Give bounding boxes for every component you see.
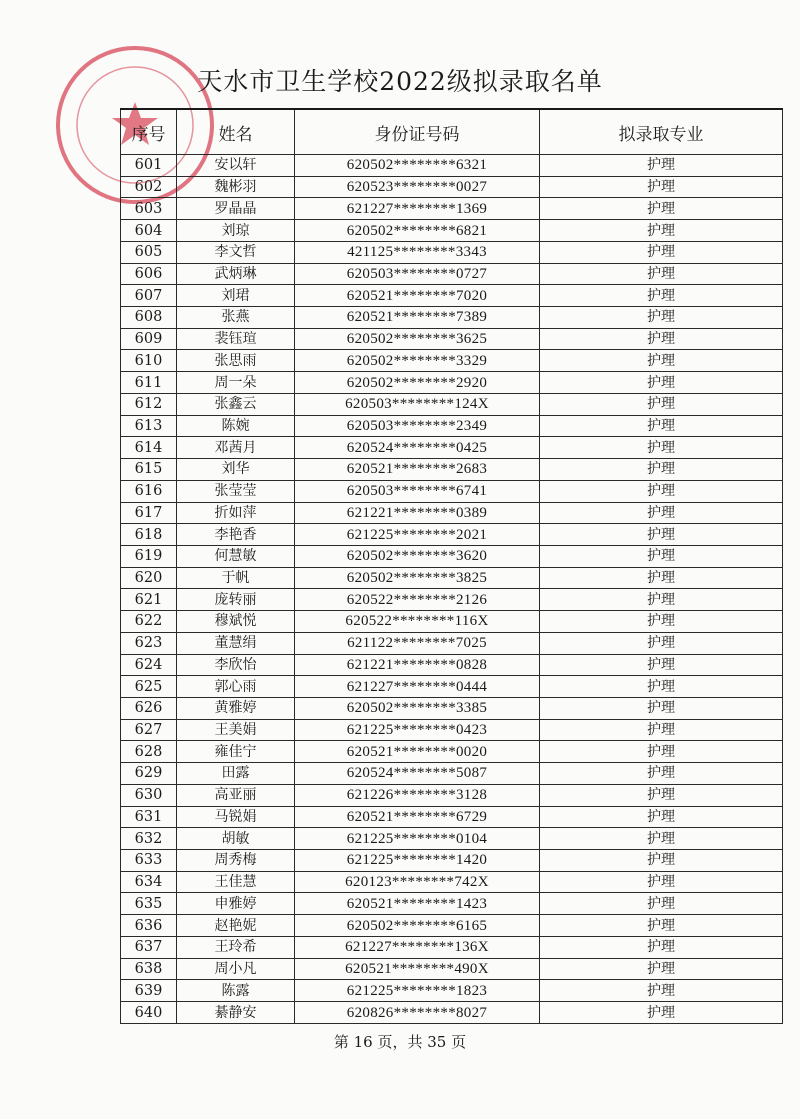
cell-major: 护理 xyxy=(540,285,783,307)
cell-id-number: 620524********5087 xyxy=(295,763,540,785)
cell-major: 护理 xyxy=(540,958,783,980)
cell-id-number: 620521********7020 xyxy=(295,285,540,307)
cell-serial: 631 xyxy=(121,806,177,828)
cell-serial: 635 xyxy=(121,893,177,915)
cell-major: 护理 xyxy=(540,741,783,763)
cell-major: 护理 xyxy=(540,980,783,1002)
cell-name: 魏彬羽 xyxy=(177,176,295,198)
cell-name: 武炳琳 xyxy=(177,263,295,285)
table-row xyxy=(121,459,783,481)
table-row xyxy=(121,198,783,220)
cell-name: 胡敏 xyxy=(177,828,295,850)
cell-name: 綦静安 xyxy=(177,1002,295,1024)
cell-name: 黄雅婷 xyxy=(177,697,295,719)
table-row xyxy=(121,545,783,567)
cell-name: 马锐娟 xyxy=(177,806,295,828)
cell-major: 护理 xyxy=(540,784,783,806)
table-row xyxy=(121,676,783,698)
table-row xyxy=(121,893,783,915)
cell-id-number: 621227********1369 xyxy=(295,198,540,220)
cell-major: 护理 xyxy=(540,806,783,828)
table-row xyxy=(121,1002,783,1024)
cell-name: 穆斌悦 xyxy=(177,611,295,633)
cell-serial: 627 xyxy=(121,719,177,741)
table-row xyxy=(121,241,783,263)
page-title: 天水市卫生学校2022级拟录取名单 xyxy=(197,67,603,96)
cell-id-number: 621226********3128 xyxy=(295,784,540,806)
cell-id-number: 620521********490X xyxy=(295,958,540,980)
cell-id-number: 620521********7389 xyxy=(295,307,540,329)
cell-id-number: 620502********6165 xyxy=(295,915,540,937)
cell-serial: 634 xyxy=(121,871,177,893)
cell-serial: 606 xyxy=(121,263,177,285)
cell-major: 护理 xyxy=(540,459,783,481)
cell-id-number: 620502********3329 xyxy=(295,350,540,372)
cell-serial: 632 xyxy=(121,828,177,850)
cell-id-number: 620826********8027 xyxy=(295,1002,540,1024)
cell-major: 护理 xyxy=(540,828,783,850)
cell-serial: 610 xyxy=(121,350,177,372)
cell-id-number: 620502********3385 xyxy=(295,697,540,719)
header-id-number: 身份证号码 xyxy=(295,109,540,155)
table-row xyxy=(121,611,783,633)
cell-id-number: 620503********0727 xyxy=(295,263,540,285)
cell-serial: 613 xyxy=(121,415,177,437)
page-footer: 第 16 页，共 35 页 xyxy=(333,1033,467,1051)
cell-major: 护理 xyxy=(540,393,783,415)
cell-major: 护理 xyxy=(540,307,783,329)
cell-id-number: 621225********1420 xyxy=(295,850,540,872)
cell-major: 护理 xyxy=(540,198,783,220)
cell-serial: 603 xyxy=(121,198,177,220)
cell-serial: 618 xyxy=(121,524,177,546)
table-row xyxy=(121,958,783,980)
table-row xyxy=(121,350,783,372)
table-row xyxy=(121,220,783,242)
cell-major: 护理 xyxy=(540,567,783,589)
table-row xyxy=(121,524,783,546)
cell-major: 护理 xyxy=(540,850,783,872)
cell-id-number: 621221********0389 xyxy=(295,502,540,524)
cell-major: 护理 xyxy=(540,176,783,198)
cell-major: 护理 xyxy=(540,676,783,698)
cell-major: 护理 xyxy=(540,915,783,937)
admission-table xyxy=(120,108,783,1024)
cell-id-number: 620502********6821 xyxy=(295,220,540,242)
cell-serial: 612 xyxy=(121,393,177,415)
cell-serial: 605 xyxy=(121,241,177,263)
cell-major: 护理 xyxy=(540,871,783,893)
cell-id-number: 620503********124X xyxy=(295,393,540,415)
table-row xyxy=(121,176,783,198)
table-row xyxy=(121,415,783,437)
table-row xyxy=(121,263,783,285)
cell-id-number: 621225********0104 xyxy=(295,828,540,850)
cell-name: 田露 xyxy=(177,763,295,785)
cell-id-number: 620502********6321 xyxy=(295,155,540,177)
cell-name: 王美娟 xyxy=(177,719,295,741)
cell-name: 张鑫云 xyxy=(177,393,295,415)
cell-name: 刘华 xyxy=(177,459,295,481)
cell-name: 王玲希 xyxy=(177,936,295,958)
cell-name: 周一朵 xyxy=(177,372,295,394)
cell-id-number: 621227********136X xyxy=(295,936,540,958)
cell-id-number: 621227********0444 xyxy=(295,676,540,698)
table-row xyxy=(121,155,783,177)
cell-serial: 619 xyxy=(121,545,177,567)
table-row xyxy=(121,589,783,611)
cell-major: 护理 xyxy=(540,589,783,611)
cell-id-number: 621122********7025 xyxy=(295,632,540,654)
cell-name: 李艳香 xyxy=(177,524,295,546)
cell-id-number: 620502********3825 xyxy=(295,567,540,589)
cell-name: 庞转丽 xyxy=(177,589,295,611)
cell-major: 护理 xyxy=(540,524,783,546)
cell-id-number: 620521********2683 xyxy=(295,459,540,481)
table-row xyxy=(121,632,783,654)
cell-name: 陈婉 xyxy=(177,415,295,437)
table-row xyxy=(121,285,783,307)
cell-major: 护理 xyxy=(540,611,783,633)
table-row xyxy=(121,741,783,763)
cell-serial: 639 xyxy=(121,980,177,1002)
table-row xyxy=(121,697,783,719)
cell-name: 郭心雨 xyxy=(177,676,295,698)
cell-serial: 609 xyxy=(121,328,177,350)
table-row xyxy=(121,806,783,828)
cell-name: 何慧敏 xyxy=(177,545,295,567)
cell-id-number: 620502********3625 xyxy=(295,328,540,350)
cell-id-number: 620521********1423 xyxy=(295,893,540,915)
cell-id-number: 621221********0828 xyxy=(295,654,540,676)
table-row xyxy=(121,567,783,589)
cell-id-number: 620502********3620 xyxy=(295,545,540,567)
cell-serial: 629 xyxy=(121,763,177,785)
cell-serial: 640 xyxy=(121,1002,177,1024)
table-row xyxy=(121,328,783,350)
cell-name: 安以轩 xyxy=(177,155,295,177)
table-row xyxy=(121,828,783,850)
cell-major: 护理 xyxy=(540,763,783,785)
table-row xyxy=(121,936,783,958)
cell-name: 王佳慧 xyxy=(177,871,295,893)
cell-name: 周小凡 xyxy=(177,958,295,980)
header-name: 姓名 xyxy=(177,109,295,155)
table-row xyxy=(121,871,783,893)
cell-serial: 615 xyxy=(121,459,177,481)
cell-name: 申雅婷 xyxy=(177,893,295,915)
cell-serial: 626 xyxy=(121,697,177,719)
cell-serial: 625 xyxy=(121,676,177,698)
cell-major: 护理 xyxy=(540,350,783,372)
cell-name: 张莹莹 xyxy=(177,480,295,502)
table-row xyxy=(121,372,783,394)
cell-serial: 602 xyxy=(121,176,177,198)
cell-major: 护理 xyxy=(540,936,783,958)
table-row xyxy=(121,307,783,329)
cell-id-number: 620522********116X xyxy=(295,611,540,633)
cell-serial: 623 xyxy=(121,632,177,654)
cell-name: 陈露 xyxy=(177,980,295,1002)
cell-id-number: 620123********742X xyxy=(295,871,540,893)
cell-serial: 621 xyxy=(121,589,177,611)
cell-major: 护理 xyxy=(540,545,783,567)
cell-serial: 604 xyxy=(121,220,177,242)
cell-major: 护理 xyxy=(540,480,783,502)
cell-serial: 637 xyxy=(121,936,177,958)
cell-serial: 622 xyxy=(121,611,177,633)
cell-name: 雍佳宁 xyxy=(177,741,295,763)
cell-major: 护理 xyxy=(540,502,783,524)
cell-name: 刘琼 xyxy=(177,220,295,242)
cell-id-number: 620521********6729 xyxy=(295,806,540,828)
header-major: 拟录取专业 xyxy=(540,109,783,155)
cell-major: 护理 xyxy=(540,632,783,654)
cell-serial: 611 xyxy=(121,372,177,394)
cell-major: 护理 xyxy=(540,719,783,741)
cell-name: 高亚丽 xyxy=(177,784,295,806)
cell-major: 护理 xyxy=(540,241,783,263)
cell-serial: 620 xyxy=(121,567,177,589)
cell-id-number: 620503********2349 xyxy=(295,415,540,437)
cell-id-number: 620524********0425 xyxy=(295,437,540,459)
cell-id-number: 621225********0423 xyxy=(295,719,540,741)
cell-serial: 638 xyxy=(121,958,177,980)
cell-major: 护理 xyxy=(540,697,783,719)
cell-major: 护理 xyxy=(540,263,783,285)
table-row xyxy=(121,654,783,676)
table-header-row xyxy=(121,109,783,155)
table-row xyxy=(121,393,783,415)
cell-name: 罗晶晶 xyxy=(177,198,295,220)
cell-serial: 616 xyxy=(121,480,177,502)
cell-major: 护理 xyxy=(540,437,783,459)
cell-name: 李欣怡 xyxy=(177,654,295,676)
cell-major: 护理 xyxy=(540,415,783,437)
header-serial: 序号 xyxy=(121,109,177,155)
cell-name: 张思雨 xyxy=(177,350,295,372)
cell-name: 张燕 xyxy=(177,307,295,329)
cell-id-number: 421125********3343 xyxy=(295,241,540,263)
cell-serial: 608 xyxy=(121,307,177,329)
cell-serial: 607 xyxy=(121,285,177,307)
cell-name: 董慧绢 xyxy=(177,632,295,654)
cell-serial: 628 xyxy=(121,741,177,763)
cell-id-number: 620521********0020 xyxy=(295,741,540,763)
cell-major: 护理 xyxy=(540,1002,783,1024)
cell-name: 刘珺 xyxy=(177,285,295,307)
cell-major: 护理 xyxy=(540,155,783,177)
cell-serial: 630 xyxy=(121,784,177,806)
cell-name: 李文哲 xyxy=(177,241,295,263)
table-row xyxy=(121,437,783,459)
cell-serial: 636 xyxy=(121,915,177,937)
cell-name: 周秀梅 xyxy=(177,850,295,872)
cell-name: 于帆 xyxy=(177,567,295,589)
cell-id-number: 620503********6741 xyxy=(295,480,540,502)
cell-name: 赵艳妮 xyxy=(177,915,295,937)
table-row xyxy=(121,480,783,502)
table-row xyxy=(121,502,783,524)
cell-major: 护理 xyxy=(540,328,783,350)
table-row xyxy=(121,719,783,741)
cell-serial: 633 xyxy=(121,850,177,872)
cell-id-number: 621225********2021 xyxy=(295,524,540,546)
table-row xyxy=(121,763,783,785)
table-row xyxy=(121,980,783,1002)
cell-major: 护理 xyxy=(540,220,783,242)
cell-major: 护理 xyxy=(540,893,783,915)
cell-name: 折如萍 xyxy=(177,502,295,524)
cell-id-number: 621225********1823 xyxy=(295,980,540,1002)
cell-id-number: 620523********0027 xyxy=(295,176,540,198)
cell-serial: 601 xyxy=(121,155,177,177)
cell-major: 护理 xyxy=(540,654,783,676)
table-row xyxy=(121,784,783,806)
cell-serial: 614 xyxy=(121,437,177,459)
cell-serial: 617 xyxy=(121,502,177,524)
table-body xyxy=(121,155,783,1024)
table-row xyxy=(121,915,783,937)
cell-serial: 624 xyxy=(121,654,177,676)
cell-id-number: 620522********2126 xyxy=(295,589,540,611)
cell-name: 邓茜月 xyxy=(177,437,295,459)
table-row xyxy=(121,850,783,872)
cell-id-number: 620502********2920 xyxy=(295,372,540,394)
cell-name: 裴钰瑄 xyxy=(177,328,295,350)
cell-major: 护理 xyxy=(540,372,783,394)
